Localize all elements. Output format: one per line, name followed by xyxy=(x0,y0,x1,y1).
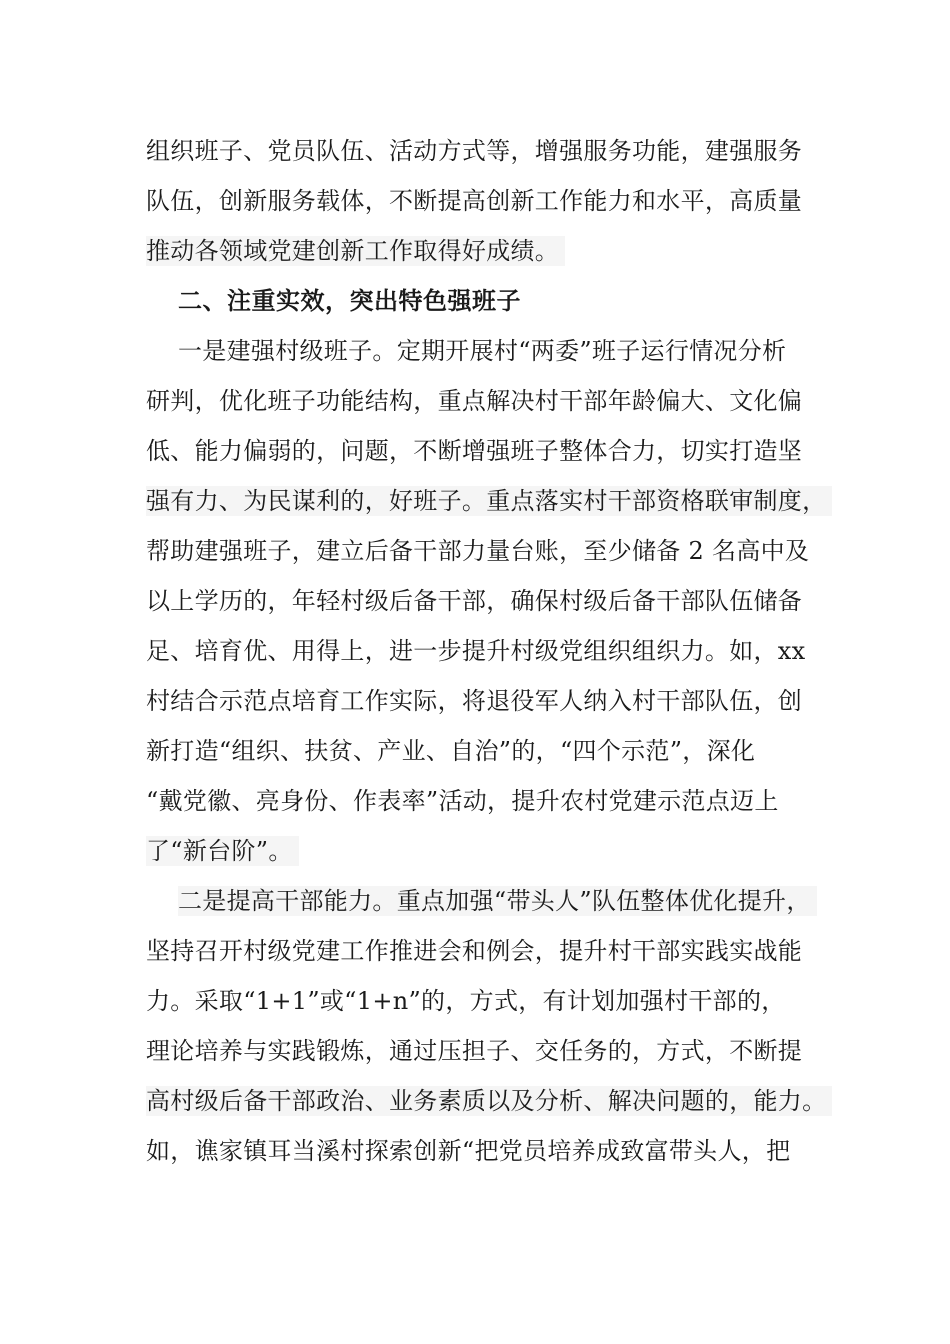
text-line: 足、培育优、用得上，进一步提升村级党组织组织力。如，xx xyxy=(146,637,806,665)
text-line: 组织班子、党员队伍、活动方式等，增强服务功能，建强服务 xyxy=(146,137,803,165)
text-line: 队伍，创新服务载体，不断提高创新工作能力和水平，高质量 xyxy=(146,187,803,215)
text-line: 强有力、为民谋利的，好班子。重点落实村干部资格联审制度， xyxy=(146,486,832,516)
text-line: 了“新台阶”。 xyxy=(146,836,299,866)
text-line: 低、能力偏弱的，问题，不断增强班子整体合力，切实打造坚 xyxy=(146,437,803,465)
text-line: “戴党徽、亮身份、作表率”活动，提升农村党建示范点迈上 xyxy=(146,787,779,815)
section-heading: 二、注重实效，突出特色强班子 xyxy=(178,287,521,315)
text-line: 如，谯家镇耳当溪村探索创新“把党员培养成致富带头人，把 xyxy=(146,1137,791,1165)
text-line: 理论培养与实践锻炼，通过压担子、交任务的，方式，不断提 xyxy=(146,1037,803,1065)
text-line: 二是提高干部能力。重点加强“带头人”队伍整体优化提升， xyxy=(178,886,817,916)
text-line: 新打造“组织、扶贫、产业、自治”的，“四个示范”，深化 xyxy=(146,737,756,765)
text-line: 村结合示范点培育工作实际，将退役军人纳入村干部队伍，创 xyxy=(146,687,803,715)
text-line: 一是建强村级班子。定期开展村“两委”班子运行情况分析 xyxy=(178,337,787,365)
text-line: 坚持召开村级党建工作推进会和例会，提升村干部实践实战能 xyxy=(146,937,803,965)
text-line: 帮助建强班子，建立后备干部力量台账，至少储备 2 名高中及 xyxy=(146,537,810,565)
text-line: 推动各领域党建创新工作取得好成绩。 xyxy=(146,236,565,266)
text-line: 以上学历的，年轻村级后备干部，确保村级后备干部队伍储备 xyxy=(146,587,803,615)
text-line: 研判，优化班子功能结构，重点解决村干部年龄偏大、文化偏 xyxy=(146,387,803,415)
text-line: 高村级后备干部政治、业务素质以及分析、解决问题的，能力。 xyxy=(146,1086,832,1116)
text-line: 力。采取“1+1”或“1+n”的，方式，有计划加强村干部的， xyxy=(146,987,786,1015)
